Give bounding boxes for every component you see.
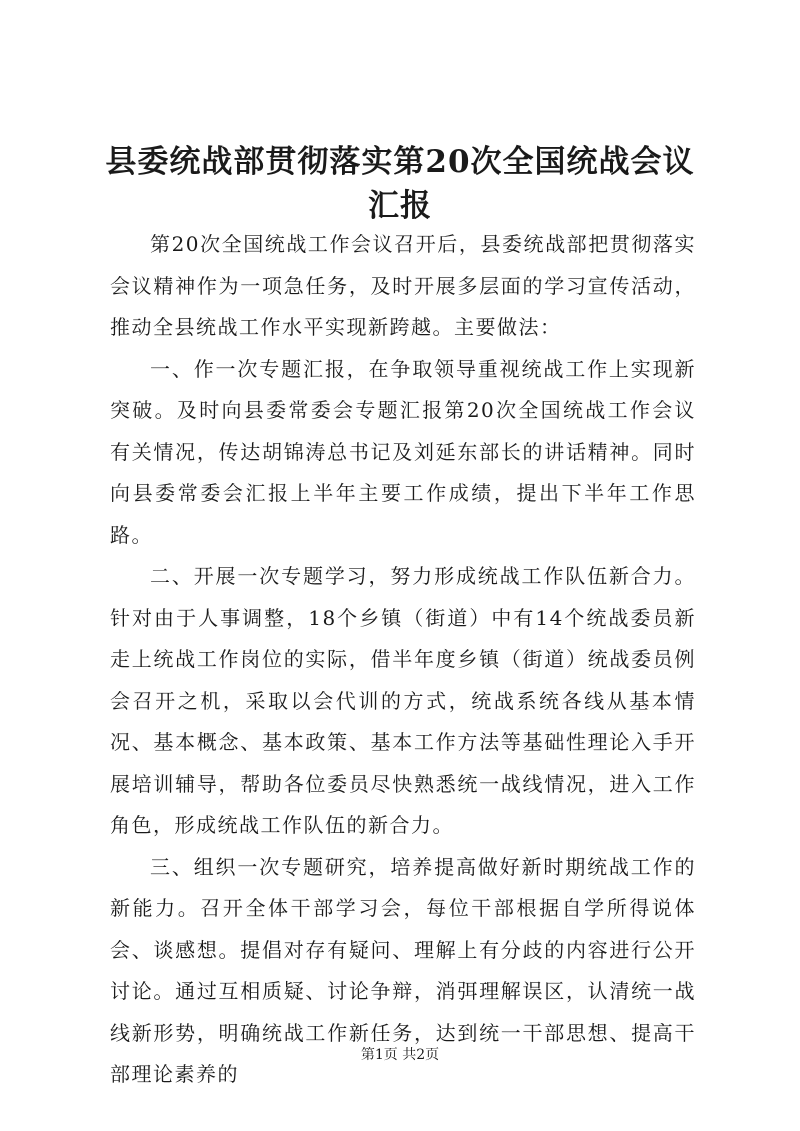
document-title: 县委统战部贯彻落实第20次全国统战会议汇报 — [105, 144, 695, 224]
paragraph-section-1: 一、作一次专题汇报，在争取领导重视统战工作上实现新突破。及时向县委常委会专题汇报第20次全国统战工作会议有关情况，传达胡锦涛总书记及刘延东部长的讲话精神。同时向县委常委会汇报上半年主要工作成绩，提出下半年工作思路。 — [110, 356, 696, 547]
paragraph-intro: 第20次全国统战工作会议召开后，县委统战部把贯彻落实会议精神作为一项急任务，及时开展多层面的学习宣传活动，推动全县统战工作水平实现新跨越。主要做法： — [110, 232, 696, 339]
page-number-footer: 第1页 共2页 — [360, 1047, 440, 1063]
paragraph-section-2: 二、开展一次专题学习，努力形成统战工作队伍新合力。针对由于人事调整，18个乡镇（街道）中有14个统战委员新走上统战工作岗位的实际，借半年度乡镇（街道）统战委员例会召开之机，采取以会代训的方式，统战系统各线从基本情况、基本概念、基本政策、基本工作方法等基础性理论入手开展培训辅导，帮助各位委员尽快熟悉统一战线情况，进入工作角色，形成统战工作队伍的新合力。 — [110, 564, 696, 837]
document-body — [110, 224, 696, 1096]
paragraph-section-3: 三、组织一次专题研究，培养提高做好新时期统战工作的新能力。召开全体干部学习会，每位干部根据自学所得说体会、谈感想。提倡对存有疑问、理解上有分歧的内容进行公开讨论。通过互相质疑、讨论争辩，消弭理解误区，认清统一战线新形势，明确统战工作新任务，达到统一干部思想、提高干部理论素养的 — [110, 854, 696, 1086]
